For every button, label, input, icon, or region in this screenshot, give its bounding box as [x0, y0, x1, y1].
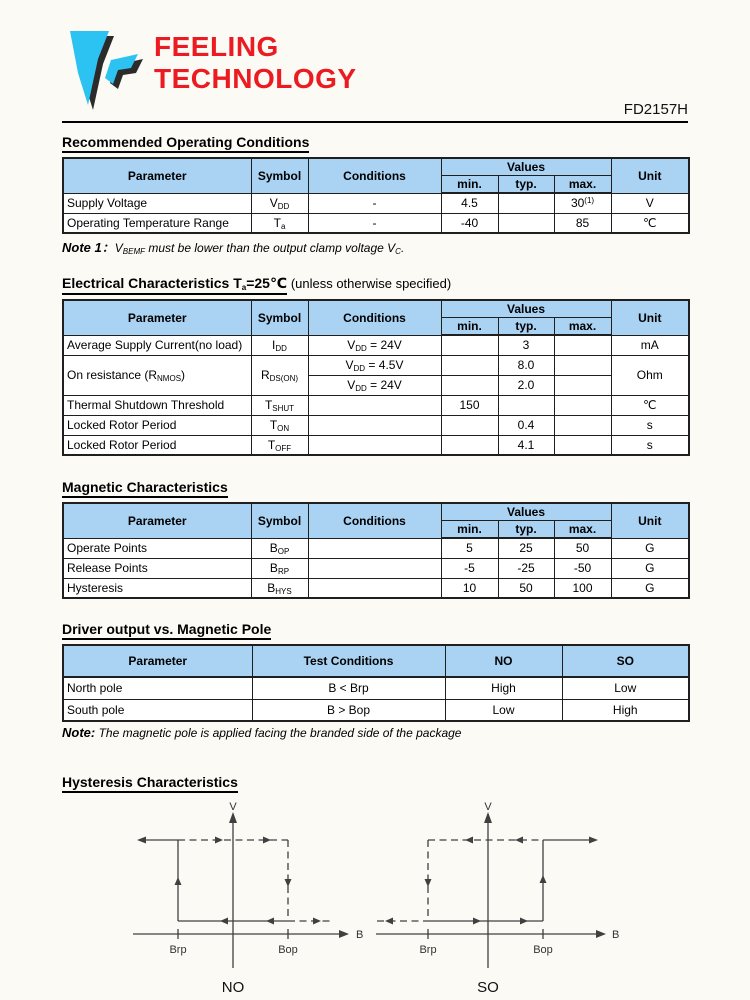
- max-cell: [554, 415, 611, 435]
- col-header-symbol: Symbol: [251, 300, 308, 335]
- section-title-magnetic: Magnetic Characteristics: [62, 479, 688, 498]
- conditions-cell: [308, 435, 441, 455]
- unit-cell: s: [611, 415, 689, 435]
- symbol-cell: $T_a$: [251, 213, 308, 233]
- svg-text:Bop: Bop: [533, 944, 553, 956]
- feeling-f-logo-icon: [62, 28, 150, 110]
- hysteresis-diagrams: [128, 801, 688, 1000]
- svg-text:Brp: Brp: [169, 944, 187, 956]
- unit-cell: G: [611, 538, 689, 558]
- max-cell: [554, 355, 611, 375]
- table-row: [63, 677, 689, 699]
- electrical-characteristics-table: [62, 299, 690, 456]
- parameter-cell: South pole: [63, 699, 252, 721]
- col-header-min: min.: [441, 521, 498, 539]
- col-header-min: min.: [441, 318, 498, 336]
- col-header-max: max.: [554, 176, 611, 194]
- brand-name: [154, 26, 688, 94]
- min-cell: [441, 435, 498, 455]
- section-title-recommended: Recommended Operating Conditions: [62, 134, 688, 153]
- min-cell: [441, 415, 498, 435]
- diagram-caption-so: SO: [477, 979, 499, 996]
- col-header-unit: Unit: [611, 158, 689, 193]
- table-row: [63, 699, 689, 721]
- svg-text:B: B: [612, 929, 620, 941]
- min-cell: 150: [441, 395, 498, 415]
- col-header-typ: typ.: [498, 176, 554, 194]
- table-row: [63, 538, 689, 558]
- typ-cell: [498, 395, 554, 415]
- col-header-no: NO: [445, 645, 562, 677]
- conditions-cell: [308, 558, 441, 578]
- unit-cell: V: [611, 193, 689, 213]
- svg-text:Bop: Bop: [278, 944, 298, 956]
- min-cell: [441, 335, 498, 355]
- conditions-cell: [308, 395, 441, 415]
- so-cell: High: [562, 699, 689, 721]
- parameter-cell: Operating Temperature Range: [63, 213, 251, 233]
- typ-cell: 25: [498, 538, 554, 558]
- symbol-cell: $I_{DD}$: [251, 335, 308, 355]
- conditions-cell: $V_{DD} = 24V$: [308, 375, 441, 395]
- table-row: [63, 415, 689, 435]
- unit-cell: ℃: [611, 395, 689, 415]
- parameter-cell: Operate Points: [63, 538, 251, 558]
- min-cell: [441, 355, 498, 375]
- col-header-parameter: Parameter: [63, 300, 251, 335]
- max-cell: -50: [554, 558, 611, 578]
- magnetic-characteristics-table: [62, 502, 690, 599]
- parameter-cell: Locked Rotor Period: [63, 435, 251, 455]
- svg-text:V: V: [229, 801, 237, 813]
- conditions-cell: [308, 578, 441, 598]
- conditions-cell: [308, 415, 441, 435]
- typ-cell: 2.0: [498, 375, 554, 395]
- min-cell: -40: [441, 213, 498, 233]
- col-header-parameter: Parameter: [63, 158, 251, 193]
- max-cell: [554, 375, 611, 395]
- conditions-cell: $V_{DD} = 4.5V$: [308, 355, 441, 375]
- typ-cell: 50: [498, 578, 554, 598]
- no-cell: High: [445, 677, 562, 699]
- max-cell: 30$^{(1)}$: [554, 193, 611, 213]
- min-cell: 5: [441, 538, 498, 558]
- hysteresis-diagram-so: [373, 801, 623, 1000]
- recommended-operating-conditions-table: [62, 157, 690, 234]
- svg-text:Brp: Brp: [419, 944, 437, 956]
- symbol-cell: $B_{OP}$: [251, 538, 308, 558]
- col-header-test-conditions: Test Conditions: [252, 645, 445, 677]
- conditions-cell: $V_{DD} = 24V$: [308, 335, 441, 355]
- table-row: [63, 193, 689, 213]
- col-header-max: max.: [554, 318, 611, 336]
- conditions-cell: [308, 538, 441, 558]
- max-cell: [554, 435, 611, 455]
- unit-cell: Ohm: [611, 355, 689, 395]
- unit-cell: G: [611, 578, 689, 598]
- parameter-cell: Supply Voltage: [63, 193, 251, 213]
- so-cell: Low: [562, 677, 689, 699]
- unit-cell: s: [611, 435, 689, 455]
- diagram-caption-no: NO: [221, 979, 245, 996]
- header-rule: [62, 121, 688, 123]
- svg-text:V: V: [484, 801, 492, 813]
- typ-cell: 4.1: [498, 435, 554, 455]
- unit-cell: mA: [611, 335, 689, 355]
- col-header-conditions: Conditions: [308, 158, 441, 193]
- table-row: [63, 395, 689, 415]
- table-row: [63, 578, 689, 598]
- parameter-cell: Locked Rotor Period: [63, 415, 251, 435]
- typ-cell: 3: [498, 335, 554, 355]
- conditions-cell: -: [308, 193, 441, 213]
- min-cell: 10: [441, 578, 498, 598]
- parameter-cell: Release Points: [63, 558, 251, 578]
- parameter-cell: Average Supply Current(no load): [63, 335, 251, 355]
- symbol-cell: $B_{HYS}$: [251, 578, 308, 598]
- conditions-cell: -: [308, 213, 441, 233]
- max-cell: 85: [554, 213, 611, 233]
- min-cell: -5: [441, 558, 498, 578]
- col-header-conditions: Conditions: [308, 503, 441, 538]
- driver-note: Note: The magnetic pole is applied facing the branded side of the package: [62, 725, 462, 740]
- max-cell: [554, 395, 611, 415]
- conditions-cell: B > Bop: [252, 699, 445, 721]
- col-header-so: SO: [562, 645, 689, 677]
- max-cell: [554, 335, 611, 355]
- parameter-cell: Thermal Shutdown Threshold: [63, 395, 251, 415]
- brand-line2: TECHNOLOGY: [154, 62, 357, 94]
- col-header-max: max.: [554, 521, 611, 539]
- col-header-values: Values: [441, 300, 611, 318]
- table-row: [63, 335, 689, 355]
- col-header-typ: typ.: [498, 521, 554, 539]
- min-cell: 4.5: [441, 193, 498, 213]
- table-row: [63, 558, 689, 578]
- typ-cell: -25: [498, 558, 554, 578]
- symbol-cell: $R_{DS(ON)}$: [251, 355, 308, 395]
- typ-cell: [498, 193, 554, 213]
- max-cell: 50: [554, 538, 611, 558]
- col-header-symbol: Symbol: [251, 503, 308, 538]
- page-header: [62, 26, 688, 118]
- conditions-cell: B < Brp: [252, 677, 445, 699]
- section-title-driver: Driver output vs. Magnetic Pole: [62, 621, 688, 640]
- col-header-min: min.: [441, 176, 498, 194]
- col-header-values: Values: [441, 503, 611, 521]
- min-cell: [441, 375, 498, 395]
- section-title-hysteresis: Hysteresis Characteristics: [62, 774, 688, 793]
- symbol-cell: $V_{DD}$: [251, 193, 308, 213]
- no-cell: Low: [445, 699, 562, 721]
- table-row: [63, 213, 689, 233]
- table-row: [63, 435, 689, 455]
- col-header-symbol: Symbol: [251, 158, 308, 193]
- col-header-typ: typ.: [498, 318, 554, 336]
- parameter-cell: On resistance $(R_{NMOS})$: [63, 355, 251, 395]
- brand-line1: FEELING: [154, 31, 279, 62]
- unit-cell: ℃: [611, 213, 689, 233]
- max-cell: 100: [554, 578, 611, 598]
- col-header-parameter: Parameter: [63, 645, 252, 677]
- symbol-cell: $T_{ON}$: [251, 415, 308, 435]
- symbol-cell: $B_{RP}$: [251, 558, 308, 578]
- symbol-cell: $T_{SHUT}$: [251, 395, 308, 415]
- table-row: [63, 355, 689, 375]
- col-header-conditions: Conditions: [308, 300, 441, 335]
- parameter-cell: North pole: [63, 677, 252, 699]
- col-header-unit: Unit: [611, 503, 689, 538]
- col-header-values: Values: [441, 158, 611, 176]
- symbol-cell: $T_{OFF}$: [251, 435, 308, 455]
- typ-cell: 0.4: [498, 415, 554, 435]
- typ-cell: 8.0: [498, 355, 554, 375]
- section-title-electrical: Electrical Characteristics $T_a=25℃$ (unless otherwise specified): [62, 275, 688, 295]
- driver-output-table: [62, 644, 690, 722]
- col-header-parameter: Parameter: [63, 503, 251, 538]
- col-header-unit: Unit: [611, 300, 689, 335]
- hysteresis-diagram-no: [128, 801, 368, 1000]
- svg-text:B: B: [356, 929, 364, 941]
- unit-cell: G: [611, 558, 689, 578]
- parameter-cell: Hysteresis: [63, 578, 251, 598]
- note-1: Note 1：$V_{BEMF}$ must be lower than the output clamp voltage $V_C$.: [62, 240, 405, 256]
- part-number: FD2157H: [623, 101, 688, 118]
- typ-cell: [498, 213, 554, 233]
